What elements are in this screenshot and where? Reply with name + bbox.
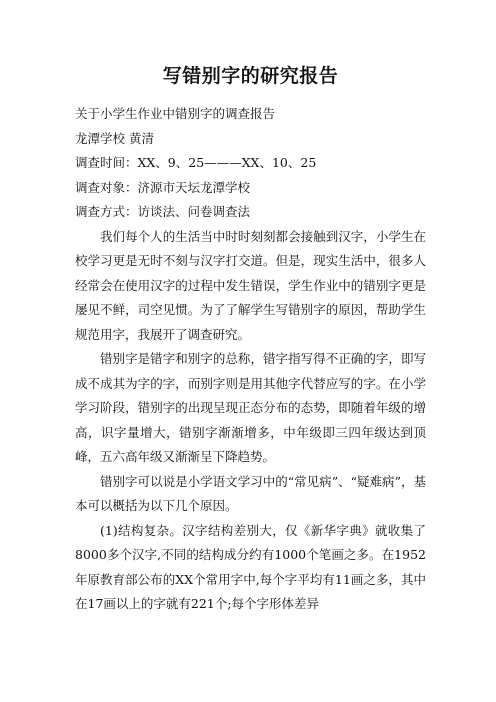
author-line: 龙潭学校 黄清 — [75, 130, 154, 146]
paragraph-structure: (1)结构复杂。汉字结构差别大，仅《新华字典》就收集了8000多个汉字,不同的结构成分约有1000个笔画之多。在1952年原教育部公布的XX个常用字中,每个字平均有11画之多，其中在17画以上的字就有221个;每个字形体差异 — [75, 522, 426, 611]
paragraph-causes: 错别字可以说是小学语文学习中的“常见病”、“疑难病”，基本可以概括为以下几个原因。 — [75, 473, 426, 513]
survey-method: 调查方式：访谈法、问卷调查法 — [75, 204, 251, 219]
paragraph-definition: 错别字是错字和别字的总称，错字指写得不正确的字，即写成不成其为字的字，而别字则是用其他字代替应写的字。在小学学习阶段，错别字的出现呈现正态分布的态势，即随着年级的增高，识字量增大，错别字渐渐增多，中年级即三四年级达到顶峰，五六高年级又渐渐呈下降趋势。 — [75, 351, 426, 464]
paragraph-intro: 我们每个人的生活当中时时刻刻都会接触到汉字，小学生在校学习更是无时不刻与汉字打交道。但是，现实生活中，很多人经常会在使用汉字的过程中发生错误，学生作业中的错别字更是屡见不鲜，司空见惯。为了了解学生写错别字的原因，帮助学生规范用字，我展开了调查研究。 — [75, 228, 426, 342]
document-subtitle: 关于小学生作业中错别字的调查报告 — [75, 106, 276, 121]
survey-time: 调查时间：XX、9、25———XX、10、25 — [75, 155, 317, 170]
document-title: 写错别字的研究报告 — [162, 65, 339, 87]
survey-target: 调查对象：济源市天坛龙潭学校 — [75, 179, 251, 195]
